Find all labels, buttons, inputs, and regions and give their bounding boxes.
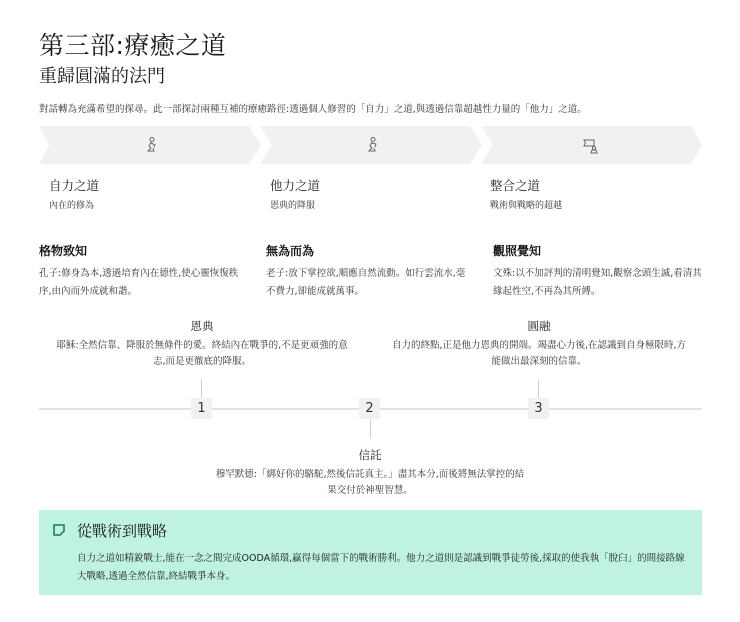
- stage-subtitle-2: 恩典的降服: [270, 201, 316, 211]
- annotation-desc-2: 穆罕默德:「綁好你的駱駝,然後信託真主。」盡其本分,而後將無法掌控的結果交付於神聖智慧。: [215, 469, 525, 496]
- annotation-title-3: 圓融: [527, 319, 551, 333]
- stage-subtitle-1: 內在的修為: [49, 201, 95, 211]
- page-title: 第三部:療癒之道: [39, 31, 227, 60]
- person-with-scroll-icon: [582, 136, 600, 154]
- callout-box: [39, 510, 702, 595]
- sticky-note-icon: [52, 523, 66, 537]
- kneeling-person-icon: [142, 136, 160, 154]
- callout-body: 自力之道如精銳戰士,能在一念之間完成OODA循環,贏得每個當下的戰術勝利。他力之道則是認識到戰爭徒勞後,採取的使我執「脫臼」的間接路線大戰略,透過全然信靠,終結戰爭本身。: [77, 553, 685, 582]
- stage-subtitle-3: 戰術與戰略的超越: [490, 201, 563, 211]
- process-chevrons: [39, 126, 702, 164]
- timeline-tick-1: [201, 379, 202, 399]
- timeline-marker-3: 3: [528, 398, 549, 419]
- concept-desc-2: 老子:放下掌控欲,順應自然流動。如行雲流水,毫不費力,卻能成就萬事。: [266, 268, 466, 297]
- concept-desc-1: 孔子:修身為本,透過培育內在德性,使心靈恢復秩序,由內而外成就和諧。: [39, 268, 239, 297]
- timeline-tick-3: [538, 379, 539, 399]
- praying-person-icon: [363, 136, 381, 154]
- chevron-stage-1: [39, 126, 261, 164]
- chevron-stage-2: [260, 126, 482, 164]
- stage-title-1: 自力之道: [49, 178, 100, 193]
- concept-title-1: 格物致知: [39, 244, 88, 258]
- annotation-desc-3: 自力的終點,正是他力恩典的開端。竭盡心力後,在認識到自身極限時,方能做出最深刻的信靠。: [391, 340, 687, 367]
- intro-text: 對話轉為充滿希望的探尋。此一部探討兩種互補的療癒路徑:透過個人修習的「自力」之道,與透過信靠超越性力量的「他力」之道。: [39, 104, 587, 115]
- chevron-stage-3: [481, 126, 703, 164]
- page-subtitle: 重歸圓滿的法門: [39, 66, 165, 87]
- timeline-tick-2: [370, 418, 371, 438]
- stage-title-3: 整合之道: [490, 178, 541, 193]
- timeline-marker-1: 1: [191, 398, 212, 419]
- stage-title-2: 他力之道: [270, 178, 321, 193]
- concept-title-3: 觀照覺知: [493, 244, 542, 258]
- callout-title: 從戰術到戰略: [77, 522, 168, 540]
- annotation-title-2: 信託: [358, 448, 382, 462]
- concept-title-2: 無為而為: [266, 244, 315, 258]
- concept-desc-3: 文殊:以不加評判的清明覺知,觀察念頭生滅,看清其緣起性空,不再為其所縛。: [493, 268, 702, 297]
- annotation-desc-1: 耶穌:全然信靠、降服於無條件的愛。終結內在戰爭的,不是更頑強的意志,而是更徹底的降服。: [56, 340, 348, 367]
- annotation-title-1: 恩典: [190, 319, 214, 333]
- timeline-marker-2: 2: [359, 398, 380, 419]
